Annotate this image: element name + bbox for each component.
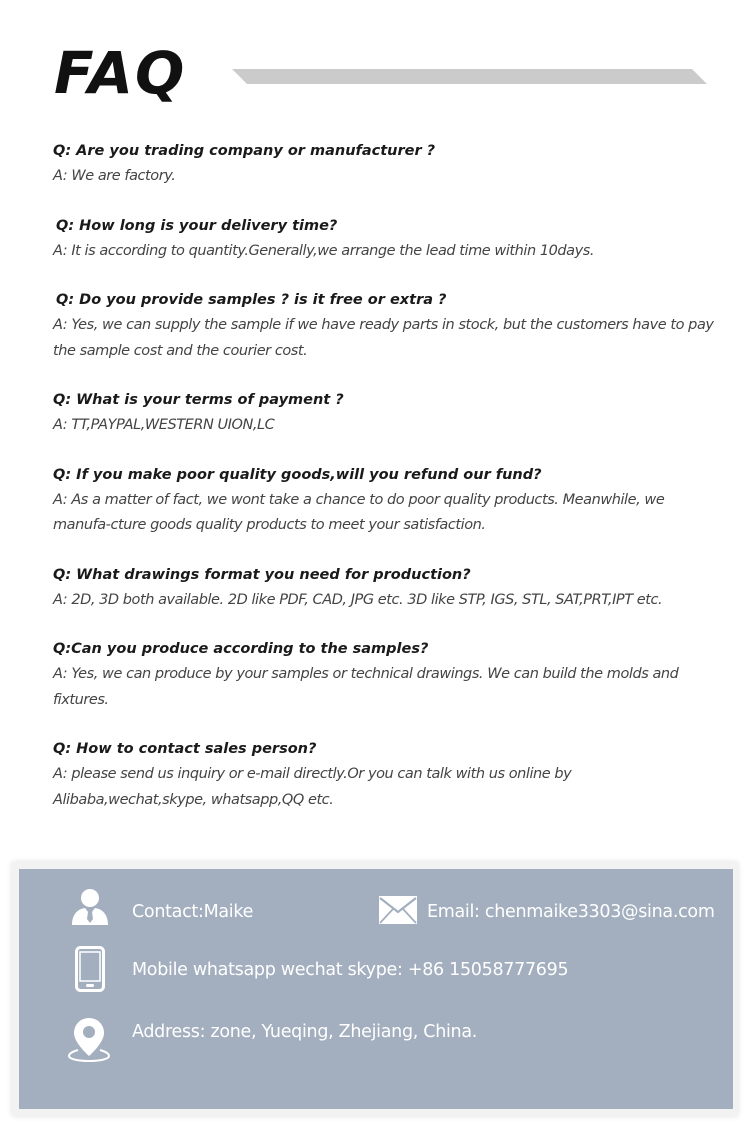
person-icon [70, 888, 110, 926]
faq-item [53, 288, 718, 364]
envelope-icon [379, 896, 417, 924]
faq-question: Q: What drawings format you need for production? [53, 566, 471, 583]
faq-answer: A: Yes, we can supply the sample if we have ready parts in stock, but the customers have to pay the sample cost and the courier cost. [53, 317, 714, 359]
faq-question: Q: What is your terms of payment ? [53, 392, 344, 408]
location-pin-icon [68, 1016, 110, 1062]
faq-answer: A: It is according to quantity.Generally,we arrange the lead time within 10days. [53, 242, 594, 259]
contact-address: Address: zone, Yueqing, Zhejiang, China. [132, 1022, 478, 1042]
faq-answer: A: 2D, 3D both available. 2D like PDF, CAD, JPG etc. 3D like STP, IGS, STL, SAT,PRT,IPT etc. [53, 591, 663, 608]
faq-answer: A: Yes, we can produce by your samples or technical drawings. We can build the molds and fixtures. [53, 666, 679, 708]
faq-question: Q:Can you produce according to the samples? [53, 641, 429, 657]
faq-question: Q: Are you trading company or manufacturer ? [53, 143, 436, 159]
faq-item [53, 637, 718, 713]
title-divider-bar [232, 69, 707, 84]
faq-answer: A: TT,PAYPAL,WESTERN UION,LC [53, 417, 275, 433]
faq-item [53, 388, 718, 439]
faq-answer: A: As a matter of fact, we wont take a chance to do poor quality products. Meanwhile, we manufa-cture goods quality products to meet your satisfaction. [53, 491, 665, 533]
faq-list [53, 139, 718, 837]
faq-item [53, 214, 718, 265]
faq-question: Q: How to contact sales person? [53, 741, 317, 757]
faq-question: Q: How long is your delivery time? [56, 217, 338, 234]
mobile-phone-icon [75, 946, 105, 992]
faq-answer: A: please send us inquiry or e-mail directly.Or you can talk with us online by Alibaba,wechat,skype, whatsapp,QQ etc. [53, 766, 572, 808]
contact-person: Contact:Maike [132, 902, 254, 922]
faq-item [53, 563, 718, 614]
faq-item [53, 737, 718, 813]
faq-answer: A: We are factory. [53, 168, 176, 184]
contact-email[interactable]: Email: chenmaike3303@sina.com [427, 902, 715, 922]
faq-question: Q: If you make poor quality goods,will you refund our fund? [53, 466, 542, 483]
faq-item [53, 139, 718, 190]
faq-title: FAQ [54, 39, 187, 107]
contact-mobile: Mobile whatsapp wechat skype: +86 15058777695 [132, 960, 569, 980]
faq-item [53, 463, 718, 539]
faq-question: Q: Do you provide samples ? is it free or extra ? [56, 292, 447, 308]
